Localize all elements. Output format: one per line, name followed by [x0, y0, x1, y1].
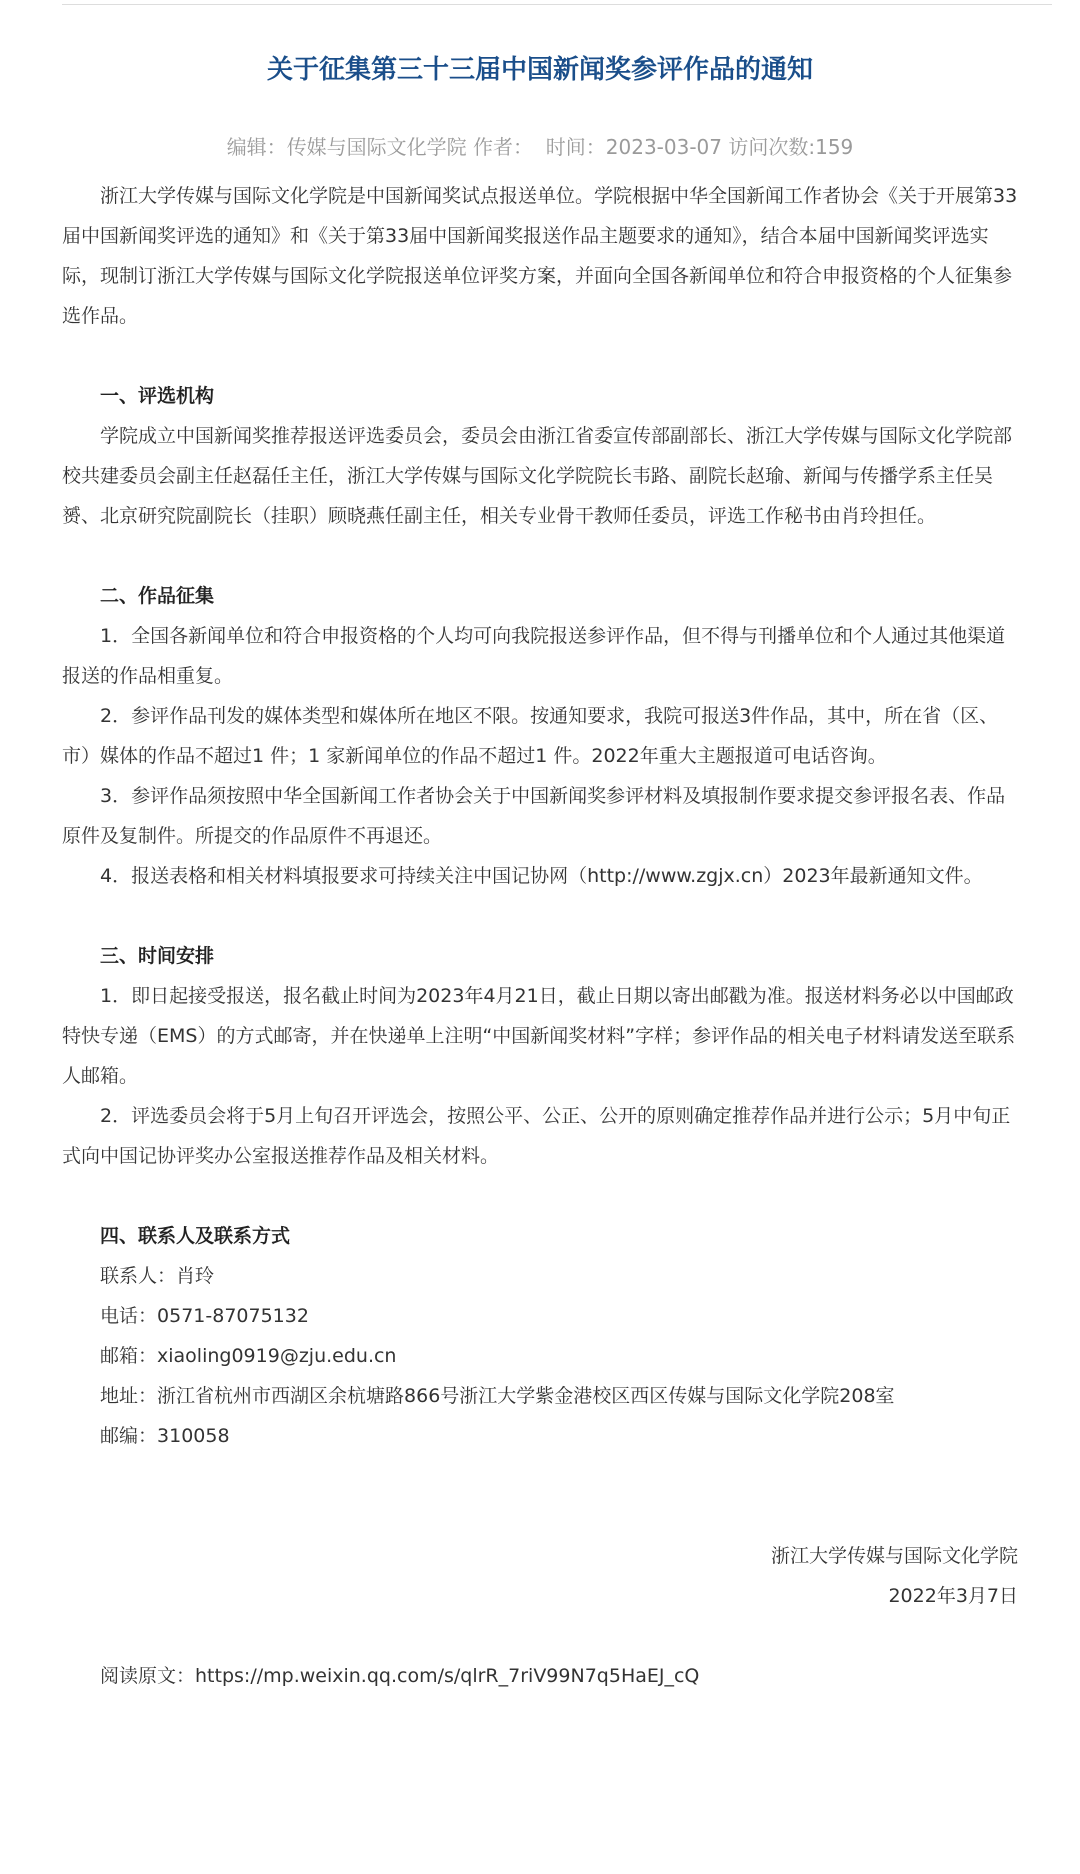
editor-value: 传媒与国际文化学院 [286, 135, 467, 159]
visits-count: 159 [815, 135, 854, 159]
signature-date: 2022年3月7日 [888, 1585, 1018, 1607]
contact-person: 联系人：肖玲 [100, 1265, 215, 1287]
time-label: 时间： [545, 135, 606, 159]
section-paragraph: 2．参评作品刊发的媒体类型和媒体所在地区不限。按通知要求，我院可报送3件作品，其中，所在省（区、市）媒体的作品不超过1 件；1 家新闻单位的作品不超过1 件。2022年重大主题报道可电话咨询。 [62, 705, 999, 767]
intro-paragraph: 浙江大学传媒与国际文化学院是中国新闻奖试点报送单位。学院根据中华全国新闻工作者协会《关于开展第33届中国新闻奖评选的通知》和《关于第33届中国新闻奖报送作品主题要求的通知》，结合本届中国新闻奖评选实际，现制订浙江大学传媒与国际文化学院报送单位评奖方案，并面向全国各新闻单位和符合申报资格的个人征集参选作品。 [62, 185, 1018, 327]
section-paragraph: 1．即日起接受报送，报名截止时间为2023年4月21日，截止日期以寄出邮戳为准。报送材料务必以中国邮政特快专递（EMS）的方式邮寄，并在快递单上注明“中国新闻奖材料”字样；参评作品的相关电子材料请发送至联系人邮箱。 [62, 985, 1016, 1087]
time-value: 2023-03-07 [605, 135, 722, 159]
section-heading: 二、作品征集 [100, 585, 215, 607]
article-meta [62, 130, 1018, 164]
section-committee [62, 376, 1018, 536]
section-heading: 一、评选机构 [100, 385, 215, 407]
section-paragraph: 3．参评作品须按照中华全国新闻工作者协会关于中国新闻奖参评材料及填报制作要求提交参评报名表、作品原件及复制件。所提交的作品原件不再退还。 [62, 785, 1006, 847]
visits-label: 访问次数: [728, 135, 816, 159]
editor-label: 编辑： [226, 135, 287, 159]
contact-email: 邮箱：xiaoling0919@zju.edu.cn [100, 1345, 397, 1367]
signature-org: 浙江大学传媒与国际文化学院 [770, 1545, 1018, 1567]
author-label: 作者： [473, 135, 534, 159]
page-title: 关于征集第三十三届中国新闻奖参评作品的通知 [266, 55, 813, 85]
section-paragraph: 2．评选委员会将于5月上旬召开评选会，按照公平、公正、公开的原则确定推荐作品并进行公示；5月中旬正式向中国记协评奖办公室报送推荐作品及相关材料。 [62, 1105, 1011, 1167]
read-original [62, 1656, 1018, 1696]
section-paragraph: 4．报送表格和相关材料填报要求可持续关注中国记协网（http://www.zgjx.cn）2023年最新通知文件。 [100, 865, 983, 887]
section-submission [62, 576, 1018, 896]
read-original-link[interactable]: https://mp.weixin.qq.com/s/qlrR_7riV99N7q5HaEJ_cQ [195, 1665, 700, 1687]
contact-address: 地址：浙江省杭州市西湖区余杭塘路866号浙江大学紫金港校区西区传媒与国际文化学院208室 [100, 1385, 895, 1407]
section-heading: 四、联系人及联系方式 [100, 1225, 291, 1247]
read-original-label: 阅读原文： [100, 1665, 196, 1687]
section-schedule [62, 936, 1018, 1176]
article-body [62, 176, 1018, 1696]
section-heading: 三、时间安排 [100, 945, 215, 967]
section-contact [62, 1216, 1018, 1456]
contact-postcode: 邮编：310058 [100, 1425, 230, 1447]
section-paragraph: 学院成立中国新闻奖推荐报送评选委员会，委员会由浙江省委宣传部副部长、浙江大学传媒与国际文化学院部校共建委员会副主任赵磊任主任，浙江大学传媒与国际文化学院院长韦路、副院长赵瑜、新闻与传播学系主任吴赟、北京研究院副院长（挂职）顾晓燕任副主任，相关专业骨干教师任委员，评选工作秘书由肖玲担任。 [62, 425, 1013, 527]
contact-phone: 电话：0571-87075132 [100, 1305, 309, 1327]
top-divider [62, 4, 1052, 5]
section-paragraph: 1．全国各新闻单位和符合申报资格的个人均可向我院报送参评作品，但不得与刊播单位和个人通过其他渠道报送的作品相重复。 [62, 625, 1006, 687]
